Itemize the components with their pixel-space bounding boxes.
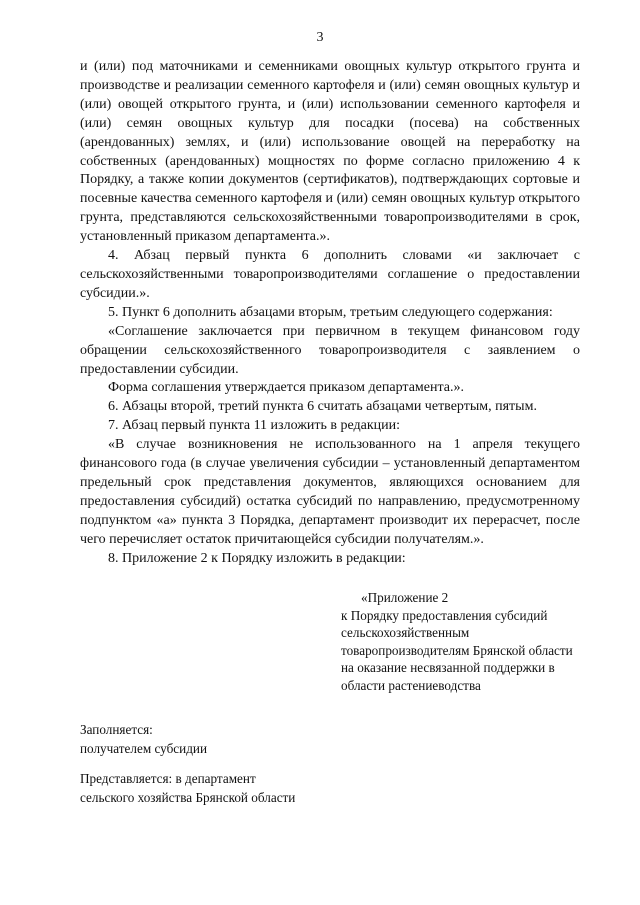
paragraph-item-8: 8. Приложение 2 к Порядку изложить в редакции:: [108, 550, 406, 566]
submit-to-label: Представляется: в департамент: [80, 771, 256, 786]
paragraph-item-4: 4. Абзац первый пункта 6 дополнить словами «и заключает с сельскохозяйственными товаропроизводителями соглашение о предоставлении субсидии.».: [80, 248, 580, 301]
submit-to-value: сельского хозяйства Брянской области: [80, 789, 296, 805]
appendix-header: [341, 589, 587, 694]
appendix-title: «Приложение 2: [361, 590, 449, 605]
appendix-description: к Порядку предоставления субсидий сельскохозяйственным товаропроизводителям Брянской области на оказание несвязанной поддержки в области растениеводства: [341, 607, 573, 693]
page-number: 3: [316, 30, 324, 45]
paragraph-item-6: 6. Абзацы второй, третий пункта 6 считать абзацами четвертым, пятым.: [108, 399, 537, 415]
paragraph-quote-remainder: «В случае возникновения не использованного на 1 апреля текущего финансового года (в случае увеличения субсидии – установленный департаментом предельный срок представления документов, являющихся основанием для предоставления субсидий) остатка субсидий по направлению, предусмотренному подпунктом «а» пункта 3 Порядка, департамент производит их перерасчет, после чего перечисляет остаток причитающейся субсидии получателям.».: [80, 437, 580, 547]
paragraph-continuation: и (или) под маточниками и семенниками овощных культур открытого грунта и производстве и реализации семенного картофеля и (или) семян овощных культур и (или) овощей открытого грунта, и (или) использовании семенного картофеля и (или) семян овощных культур для посадки (посева) на собственных (арендованных) землях, и (или) использование овощей на переработку на собственных (арендованных) мощностях по форме согласно приложению 4 к Порядку, а также копии документов (сертификатов), подтверждающих сортовые и посевные качества семенного картофеля и (или) семян овощных культур открытого грунта, представляются сельскохозяйственными товаропроизводителями в срок, установленный приказом департамента.».: [80, 59, 580, 245]
paragraph-item-5: 5. Пункт 6 дополнить абзацами вторым, третьим следующего содержания:: [108, 304, 553, 320]
fill-in-note: [80, 721, 207, 758]
fill-in-value: получателем субсидии: [80, 740, 208, 756]
paragraph-quote-form: Форма соглашения утверждается приказом департамента.».: [108, 380, 464, 396]
fill-in-label: Заполняется:: [80, 722, 153, 737]
paragraph-quote-agreement: «Соглашение заключается при первичном в текущем финансовом году обращении сельскохозяйственного товаропроизводителя с заявлением о предоставлении субсидии.: [80, 323, 580, 377]
submit-to-note: [80, 770, 295, 807]
paragraph-item-7: 7. Абзац первый пункта 11 изложить в редакции:: [108, 418, 401, 434]
document-body: [80, 58, 580, 568]
